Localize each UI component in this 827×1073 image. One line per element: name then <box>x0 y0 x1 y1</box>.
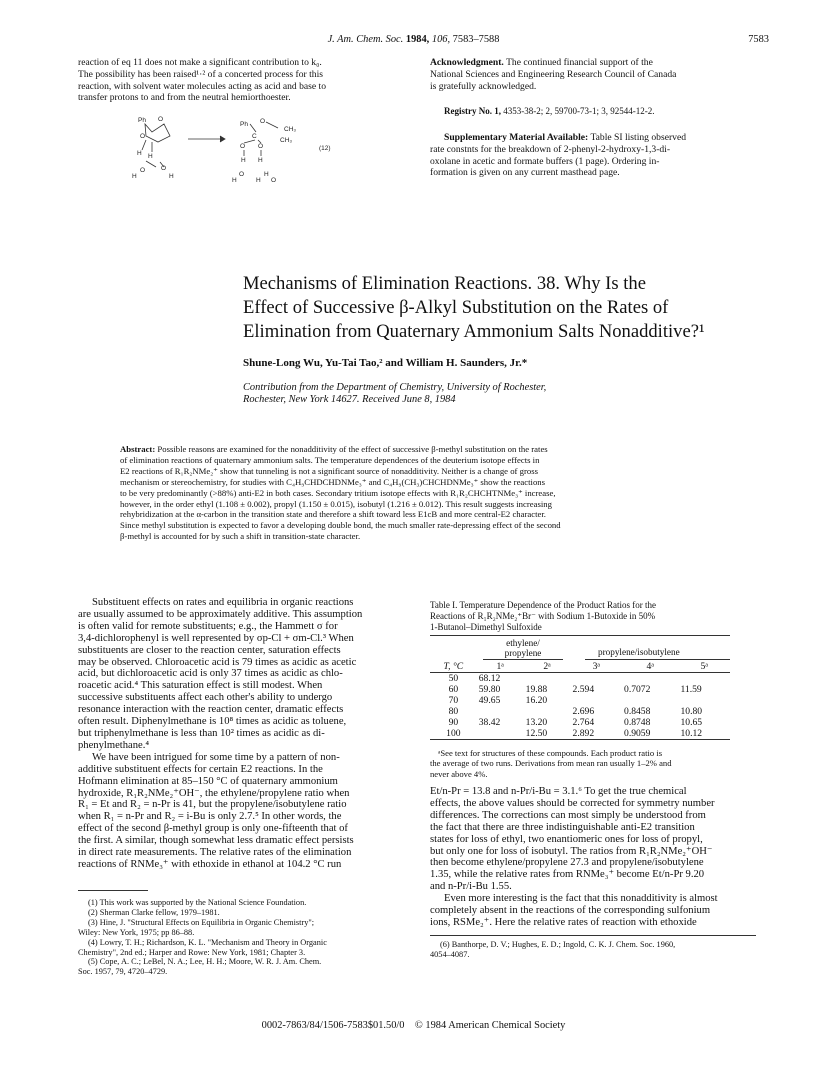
body-line: R₁ = Et and R₂ = n-Pr is 41, but the propylene/isobutylene ratio <box>78 799 347 811</box>
footnote-line: (3) Hine, J. "Structural Effects on Equilibria in Organic Chemistry"; <box>88 917 315 927</box>
table-row <box>430 695 730 706</box>
footnote-line: (5) Cope, A. C.; LeBel, N. A.; Lee, H. H.; Moore, W. R. J. Am. Chem. <box>88 957 322 967</box>
table-cell: 50 <box>448 673 459 684</box>
body-line: the fact that there are three indistinguishable anti-E2 transition <box>430 821 695 833</box>
supp-label: Supplementary Material Available: <box>444 132 589 143</box>
body-line: in direct rate measurements. The relative rates of the elimination <box>78 847 352 859</box>
scheme-atom: Ph <box>138 117 146 124</box>
column-header: 2ᵃ <box>524 661 571 673</box>
body-line: resonance interaction with the reaction center, dramatic effects <box>78 704 344 716</box>
body-line: Substituent effects on rates and equilibria in organic reactions <box>92 597 354 608</box>
footnote-rule <box>78 890 148 891</box>
scheme-atom: O <box>140 133 146 140</box>
scheme-atom: H <box>264 171 269 178</box>
table-cell <box>678 695 730 706</box>
footer-copyright: © 1984 American Chemical Society <box>414 1020 566 1031</box>
body-line: additive substituent effects for certain E2 reactions. In the <box>78 763 323 775</box>
scheme-atom: H <box>148 153 153 160</box>
footnote-rule <box>430 935 756 936</box>
column-header: 4ᵃ <box>622 661 678 673</box>
table-header-row <box>430 661 730 673</box>
abstract-line: of elimination reactions of quaternary ammonium salts. The temperature dependences of the deuterium isotope effects in <box>120 454 540 465</box>
text-line: formation is given on any current masthead page. <box>430 167 620 179</box>
data-table <box>430 661 730 740</box>
body-line: the first. A similar, though somewhat less dramatic effect persists <box>78 835 354 847</box>
abstract-line: E2 reactions of R₁R₂NMe₂⁺ show that tunneling is not a significant source of nonadditivity. Neither is a change of gross <box>120 465 538 476</box>
running-header <box>0 34 827 45</box>
acknowledgment <box>430 57 756 92</box>
footnote-line: (6) Banthorpe, D. V.; Hughes, E. D.; Ingold, C. K. J. Chem. Soc. 1960, <box>440 940 676 949</box>
body-line: Et/n-Pr = 13.8 and n-Pr/i-Bu = 3.1.⁶ To get the true chemical <box>430 786 687 797</box>
table-footnote-line: never above 4%. <box>430 768 488 779</box>
table-row <box>430 684 730 695</box>
table-cell <box>524 706 571 717</box>
scheme-atom: O <box>258 143 264 150</box>
text-line: transfer protons to and from the neutral hemiorthoester. <box>78 92 291 104</box>
footnote-line: (2) Sherman Clarke fellow, 1979–1981. <box>88 907 220 917</box>
footer-code: 0002-7863/84/1506-7583$01.50/0 <box>261 1020 405 1031</box>
abstract-line: Since methyl substitution is expected to favor a developing double bond, the much smaller rate-depressing effect of the second <box>120 520 561 531</box>
table-cell: 13.20 <box>525 717 548 728</box>
column-header: 5ᵃ <box>678 661 730 673</box>
scheme-atom: O <box>239 171 245 178</box>
registry-label: Registry No. 1, <box>444 106 501 116</box>
table-footnote-line: ᵃSee text for structures of these compounds. Each product ratio is <box>438 748 663 758</box>
table-cell <box>622 695 678 706</box>
body-line: completely absent in the reactions of the corresponding sulfonium <box>430 905 711 917</box>
text-line: The possibility has been raised¹·² of a concerted process for this <box>78 68 323 80</box>
abstract-line: rehybridization at the α-carbon in the transition state and therefore a shift toward less E1cB and more central-E2 character. <box>120 509 546 520</box>
abstract-line: Possible reasons are examined for the nonadditivity of the effect of successive β-methyl substitution on the rates <box>157 444 548 454</box>
body-line: effects, the above values should be corrected for symmetry number <box>430 797 715 809</box>
body-line: when R₁ = n-Pr and R₂ = i-Bu is only 2.7.⁵ In other words, the <box>78 811 342 823</box>
table-cell: 80 <box>448 706 459 717</box>
article-title <box>243 272 743 344</box>
caption-line: Reactions of R₁R₂NMe₂⁺Br⁻ with Sodium 1-Butoxide in 50% <box>430 610 656 621</box>
equation-label: (12) <box>319 145 331 152</box>
table-cell: 0.7072 <box>624 684 651 695</box>
text-line: oxolane in acetic and formate buffers (1 page). Ordering in- <box>430 155 660 167</box>
table-rule <box>483 659 563 660</box>
body-line: but only one for loss of isobutyl. The ratios from R₁R₂NMe₂⁺OH⁻ <box>430 845 713 857</box>
page-number: 7583 <box>748 34 769 45</box>
text-line: National Sciences and Engineering Research Council of Canada <box>430 68 677 80</box>
table-cell: 0.8748 <box>624 717 651 728</box>
caption-line: Table I. Temperature Dependence of the Product Ratios for the <box>430 600 656 610</box>
table-row <box>430 728 730 740</box>
affiliation-line: Rochester, New York 14627. Received June 8, 1984 <box>243 394 456 406</box>
scheme-atom: H <box>137 150 142 157</box>
scheme-atom: O <box>271 177 277 184</box>
scheme-atom: H <box>132 173 137 180</box>
scheme-atom: O <box>158 116 164 123</box>
table-cell: 68.12 <box>478 673 501 684</box>
abstract-line: mechanism or stereochemistry, for studies with C₄H₉CHDCHDNMe₃⁺ and C₄H₉(CH₃)CHCHDNMe₃⁺ show the reactions <box>120 476 546 487</box>
footnotes-left <box>78 898 406 977</box>
affiliation-line: Contribution from the Department of Chemistry, University of Rochester, <box>243 382 547 393</box>
footnote-line: Wiley: New York, 1975; pp 86–88. <box>78 927 195 937</box>
abstract-line: β-methyl is accounted for by such a shift in transition-state character. <box>120 531 361 542</box>
text-line: is gratefully acknowledged. <box>430 80 537 92</box>
table-cell: 2.892 <box>571 728 622 740</box>
body-line: roacetic acid.⁴ This saturation effect is still modest. When <box>78 680 323 692</box>
footnote-line: Soc. 1957, 79, 4720–4729. <box>78 967 168 977</box>
body-line: then become ethylene/propylene 27.3 and propylene/isobutylene <box>430 857 704 869</box>
title-line: Effect of Successive β-Alkyl Substitution on the Rates of <box>243 297 669 318</box>
scheme-atom: CH₃ <box>280 137 293 144</box>
table-cell <box>678 673 730 685</box>
table-cell <box>477 706 524 717</box>
body-line: successive substituents affect each other's ability to undergo <box>78 692 333 704</box>
table-group-header: ethylene/ propylene <box>504 638 542 658</box>
text-line: rate constnts for the breakdown of 2-phenyl-2-hydroxy-1,3-di- <box>430 143 671 155</box>
journal-volume: 106, <box>431 34 451 45</box>
journal-name: J. Am. Chem. Soc. <box>327 34 404 45</box>
text-line: The continued financial support of the <box>506 57 653 68</box>
registry-text: 4353-38-2; 2, 59700-73-1; 3, 92544-12-2. <box>503 106 655 116</box>
table-cell: 2.594 <box>572 684 595 695</box>
body-line: 1.35, while the relative rates from RNMe₃⁺ become Et/n-Pr 9.20 <box>430 869 705 881</box>
footnote-line: Chemistry", 2nd ed.; Harper and Rowe: New York, 1981; Chapter 3. <box>78 947 306 957</box>
body-right-column <box>430 786 756 929</box>
table-cell <box>622 673 678 685</box>
scheme-atom: O <box>240 143 246 150</box>
column-header: 1ᵃ <box>477 661 524 673</box>
table-cell: 16.20 <box>525 695 548 706</box>
text-line: reaction of eq 11 does not make a significant contribution to k₀. <box>78 57 322 68</box>
scheme-atom: H <box>258 157 263 164</box>
table-cell: 12.50 <box>524 728 571 740</box>
table-cell: 90 <box>448 717 459 728</box>
table-caption <box>430 600 756 632</box>
table-cell <box>524 673 571 685</box>
scheme-atom: O <box>260 118 266 125</box>
body-line: are usually assumed to be approximately additive. This assumption <box>78 608 363 620</box>
body-line: Hofmann elimination at 85–150 °C of quaternary ammonium <box>78 775 338 787</box>
scheme-atom: O <box>161 165 167 172</box>
body-line: acid, but dichloroacetic acid is only 37 times as acidic as chlo- <box>78 668 343 680</box>
table-cell: 59.80 <box>478 684 501 695</box>
body-line: but triphenylmethane is less than 10² times as acidic as di- <box>78 727 325 739</box>
body-line: hydroxide, R₁R₂NMe₂⁺OH⁻, the ethylene/propylene ratio when <box>78 787 350 799</box>
registry-numbers <box>444 106 756 118</box>
scheme-atom: H <box>256 177 261 184</box>
scheme-atom: C <box>252 133 257 140</box>
footnote-line: (1) This work was supported by the National Science Foundation. <box>88 898 307 907</box>
column-header: 3ᵃ <box>571 661 622 673</box>
footnote-line: (4) Lowry, T. H.; Richardson, K. L. "Mechanism and Theory in Organic <box>88 937 327 947</box>
body-line: We have been intrigued for some time by a pattern of non- <box>92 751 340 763</box>
table-footnote-line: the average of two runs. Derivations from mean ran usually 1–2% and <box>430 758 672 769</box>
table-cell: 49.65 <box>478 695 501 706</box>
text-line: reaction, with solvent water molecules acting as acid and base to <box>78 80 327 92</box>
table-footnote <box>430 748 756 779</box>
journal-year: 1984, <box>405 34 430 45</box>
abstract-line: however, in the order ethyl (1.108 ± 0.002), propyl (1.150 ± 0.015), isobutyl (1.216 ± 0.012). This result suggests increasing <box>120 498 552 509</box>
body-line: states for loss of ethyl, two enantiomeric ones for loss of propyl, <box>430 833 703 845</box>
scheme-atom: CH₃ <box>284 126 297 133</box>
body-line: reactions of RNMe₃⁺ with ethoxide in ethanol at 104.2 °C run <box>78 858 342 870</box>
body-line: Even more interesting is the fact that this nonadditivity is almost <box>444 893 718 905</box>
body-line: may be observed. Chloroacetic acid is 79 times as acidic as acetic <box>78 656 357 668</box>
scheme-atom: O <box>140 167 146 174</box>
abstract-label: Abstract: <box>120 444 156 454</box>
affiliation <box>243 382 723 407</box>
supplementary-material <box>430 132 756 179</box>
body-line: and n-Pr/i-Bu 1.55. <box>430 881 512 893</box>
ack-label: Acknowledgment. <box>430 57 504 68</box>
table-row <box>430 706 730 717</box>
abstract <box>120 444 720 542</box>
table-cell: 19.88 <box>525 684 548 695</box>
footnotes-right <box>430 940 756 960</box>
table-cell: 0.9059 <box>622 728 678 740</box>
table-group-header: propylene/isobutylene <box>598 647 680 657</box>
table-cell: 2.764 <box>572 717 595 728</box>
body-line: is often valid for remote substituents; e.g., the Hammett σ for <box>78 620 338 632</box>
table-cell: 2.696 <box>572 706 595 717</box>
table-cell: 10.12 <box>678 728 730 740</box>
table-row <box>430 673 730 685</box>
table-rule <box>430 635 730 636</box>
table-rule <box>585 659 730 660</box>
text-line: Table SI listing observed <box>590 132 686 143</box>
body-line: phenylmethane.⁴ <box>78 739 150 751</box>
table-cell: 11.59 <box>680 684 702 695</box>
authors: Shune-Long Wu, Yu-Tai Tao,² and William H. Saunders, Jr.* <box>243 357 528 369</box>
title-line: Mechanisms of Elimination Reactions. 38. Why Is the <box>243 273 646 294</box>
scheme-atom: H <box>169 173 174 180</box>
table-cell: 100 <box>430 728 477 740</box>
scheme-atom: H <box>241 157 246 164</box>
table-cell <box>477 728 524 740</box>
reaction-scheme <box>128 112 358 190</box>
table-cell <box>571 673 622 685</box>
table-row <box>430 717 730 728</box>
caption-line: 1-Butanol–Dimethyl Sulfoxide <box>430 621 542 632</box>
table-cell: 38.42 <box>478 717 501 728</box>
continued-text <box>78 57 404 104</box>
body-line: effect of the second β-methyl group is only one-fifteenth that of <box>78 823 348 835</box>
body-line: differences. The corrections can most simply be understood from <box>430 809 706 821</box>
abstract-line: to be very predominantly (>88%) anti-E2 in both cases. Secondary tritium isotope effects with R₁R₂CHCHTNMe₃⁺ increase, <box>120 487 556 498</box>
body-line: ions, RSMe₂⁺. Here the relative rates of reaction with ethoxide <box>430 916 697 928</box>
table-cell <box>571 695 622 706</box>
scheme-atom: H <box>232 177 237 184</box>
footnote-line: 4054–4087. <box>430 949 470 959</box>
table-cell: 0.8458 <box>624 706 651 717</box>
table-cell: 70 <box>448 695 459 706</box>
scheme-atom: Ph <box>240 121 248 128</box>
body-line: substituents are closer to the reaction center, saturation effects <box>78 644 341 656</box>
column-header: T, °C <box>430 661 477 673</box>
title-line: Elimination from Quaternary Ammonium Salts Nonadditive?¹ <box>243 321 705 342</box>
journal-pages: 7583–7588 <box>452 34 500 45</box>
body-line: often result. Diphenylmethane is 10⁸ times as acidic as toluene, <box>78 716 347 728</box>
table-cell: 10.65 <box>680 717 703 728</box>
table-cell: 60 <box>448 684 459 695</box>
body-left-column <box>78 597 406 871</box>
page-footer <box>0 1020 827 1031</box>
body-line: 3,4-dichlorophenyl is well represented by σp-Cl + σm-Cl.³ When <box>78 632 354 644</box>
table-cell: 10.80 <box>680 706 703 717</box>
